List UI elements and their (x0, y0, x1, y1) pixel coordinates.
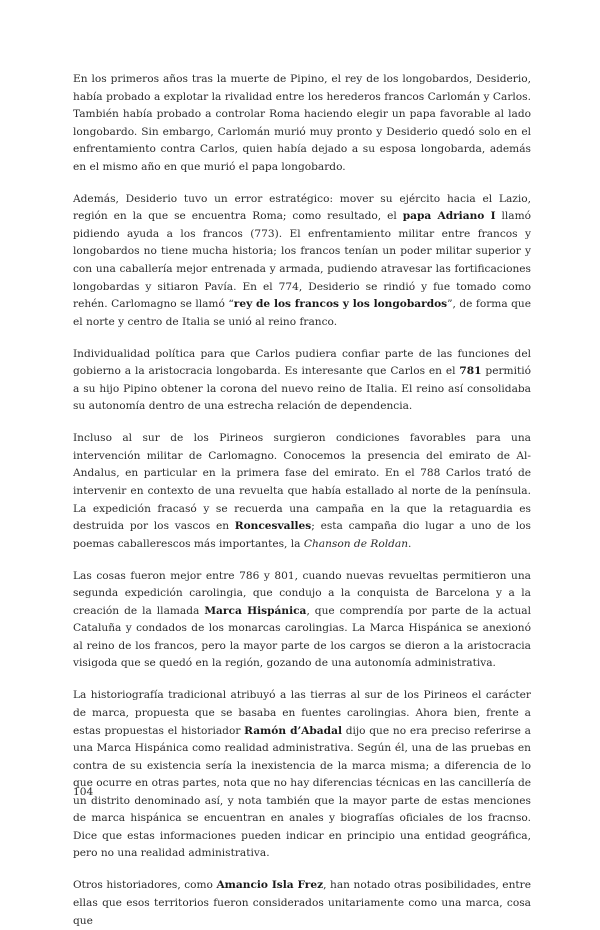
paragraph-text: . (408, 537, 412, 550)
document-body (73, 71, 531, 930)
paragraph-text: Además, Desiderio tuvo un error estratégico: mover su ejército hacia el Lazio, región en la que se encuentra Roma; como resultado, el (73, 192, 531, 223)
paragraph-4 (73, 430, 531, 553)
paragraph-text: dijo que no era preciso referirse a una Marca Hispánica como realidad administrativa. Según él, una de las pruebas en contra de su existencia sería la inexistencia de la marca misma; a diferencia de lo que ocurre en otras partes, nota que no hay diferencias técnicas en las cancillería de un distrito denominado así, y nota también que la mayor parte de estas menciones de marca hispánica se encuentran en anales y biografías oficiales de los fracnso. Dice que estas informaciones pueden indicar en principio una entidad geográfica, pero no una realidad administrativa. (73, 724, 531, 860)
paragraph-text: Las cosas fueron mejor entre 786 y 801, cuando nuevas revueltas permitieron una segunda expedición carolingia, que condujo a la conquista de Barcelona y a la creación de la llamada (73, 569, 531, 617)
paragraph-text: ; esta campaña dio lugar a uno de los poemas caballerescos más importantes, la (73, 520, 531, 550)
paragraph-text: permitió a su hijo Pipino obtener la corona del nuevo reino de Italia. El reino así consolidaba su autonomía dentro de una estrecha relación de dependencia. (73, 365, 531, 413)
paragraph-text: , que comprendía por parte de la actual Cataluña y condados de los monarcas carolingias. La Marca Hispánica se anexionó al reino de los francos, pero la mayor parte de los cargos se dieron a la aristocracia visigoda que se quedó en la región, gozando de una autonomía administrativa. (73, 604, 531, 670)
paragraph-text: Individualidad política para que Carlos pudiera confiar parte de las funciones del gobierno a la aristocracia longobarda. Es interesante que Carlos en el (73, 347, 531, 378)
paragraph-3 (73, 346, 531, 416)
bold-term-781: 781 (459, 365, 482, 378)
bold-term-ramon-dabadal: Ramón d’Abadal (244, 724, 342, 737)
paragraph-text: En los primeros años tras la muerte de Pipino, el rey de los longobardos, Desiderio, había probado a explotar la rivalidad entre los herederos francos Carlomán y Carlos. También había probado a controlar Roma haciendo elegir un papa favorable al lado longobardo. Sin embargo, Carlomán murió muy pronto y Desiderio quedó solo en el enfrentamiento contra Carlos, quien había dejado a su esposa longobarda, además en el mismo año en que murió el papa longobardo. (73, 73, 531, 173)
paragraph-1 (73, 71, 531, 176)
italic-title-chanson: Chanson de Roldan (303, 537, 409, 550)
paragraph-5 (73, 568, 531, 673)
bold-term-amancio-isla-frez: Amancio Isla Frez (216, 879, 324, 892)
paragraph-2 (73, 191, 531, 331)
paragraph-text: llamó pidiendo ayuda a los francos (773). El enfrentamiento militar entre francos y longobardos no tiene mucha historia; los francos tenían un poder militar superior y con una caballería mejor entrenada y armada, pudiendo atravesar las fortificaciones longobardas y sitiaron Pavía. En el 774, Desiderio se rindió y fue tomado como rehén. Carlomagno se llamó “ (73, 210, 531, 311)
bold-term-marca-hispanica: Marca Hispánica (204, 604, 307, 617)
page-number: 104 (73, 786, 94, 798)
paragraph-text: ”, de forma que el norte y centro de Italia se unió al reino franco. (73, 298, 531, 328)
bold-term-roncesvalles: Roncesvalles (234, 520, 312, 533)
bold-term-rey-francos-longobardos: rey de los francos y los longobardos (233, 298, 448, 311)
paragraph-text: Otros historiadores, como (73, 879, 217, 892)
paragraph-text: La historiografía tradicional atribuyó a las tierras al sur de los Pirineos el carácter de marca, propuesta que se basaba en fuentes carolingias. Ahora bien, frente a estas propuestas el historiador (73, 689, 531, 737)
paragraph-7 (73, 877, 531, 930)
paragraph-text: Incluso al sur de los Pirineos surgieron condiciones favorables para una intervención militar de Carlomagno. Conocemos la presencia del emirato de Al-Andalus, en particular en la primera fase del emirato. En el 788 Carlos trató de intervenir en contexto de una revuelta que había estallado al norte de la península. La expedición fracasó y se recuerda una campaña en la que la retaguardia es destruida por los vascos en (73, 432, 531, 533)
bold-term-papa-adriano: papa Adriano I (402, 210, 496, 223)
paragraph-6 (73, 687, 531, 862)
paragraph-text: , han notado otras posibilidades, entre ellas que esos territorios fueron considerados unitariamente como una marca, cosa que (73, 879, 531, 927)
